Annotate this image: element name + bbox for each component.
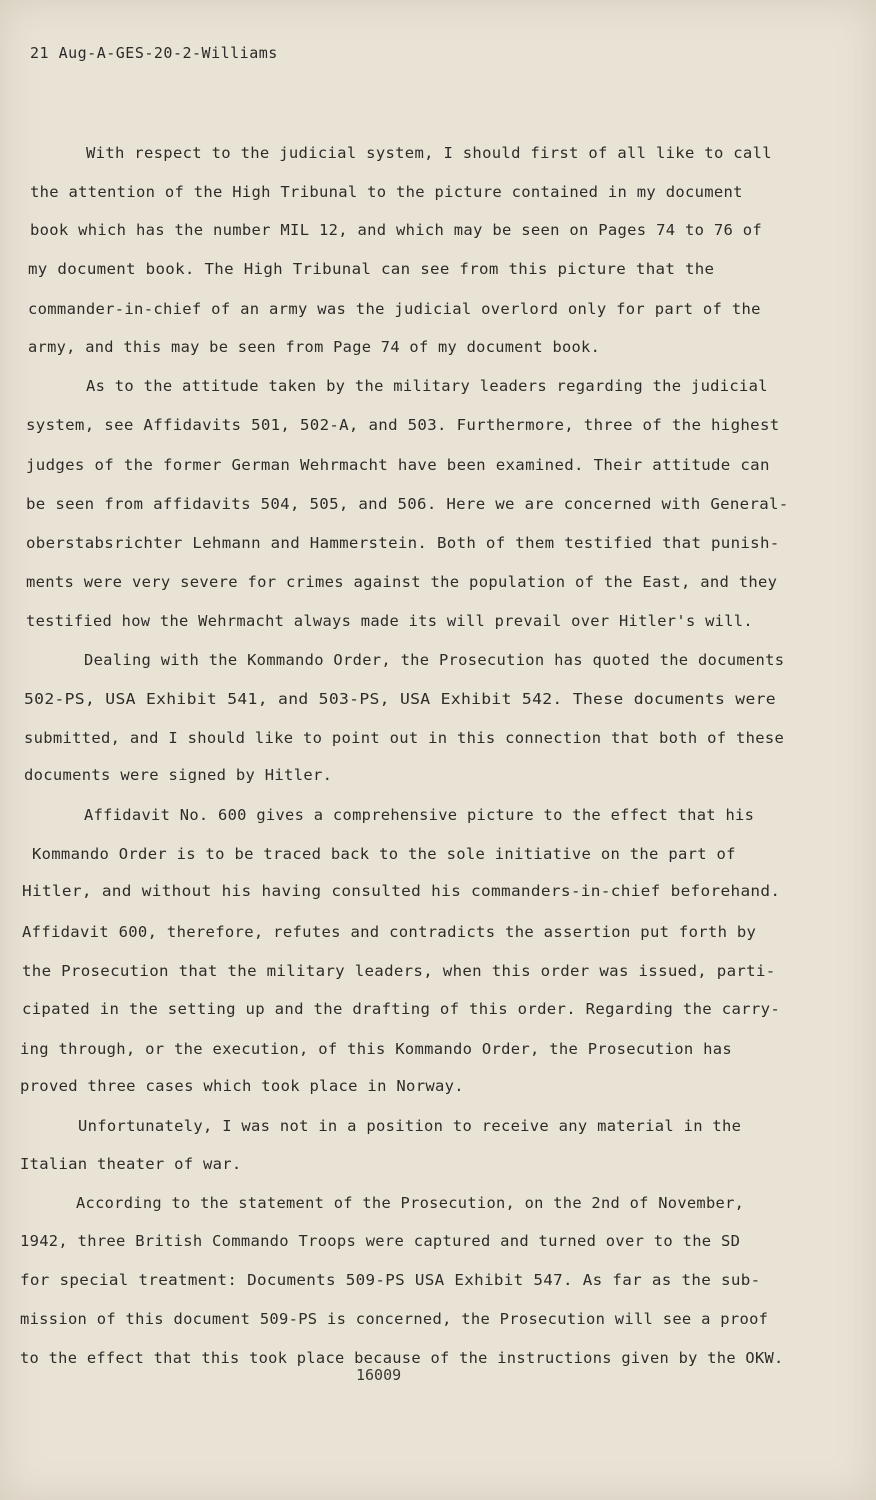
text-line: be seen from affidavits 504, 505, and 506. Here we are concerned with General- — [26, 495, 789, 513]
text-line: 502-PS, USA Exhibit 541, and 503-PS, USA Exhibit 542. These documents were — [24, 690, 776, 708]
text-line: to the effect that this took place because of the instructions given by the OKW. — [20, 1349, 784, 1367]
text-line: for special treatment: Documents 509-PS USA Exhibit 547. As far as the sub- — [20, 1271, 761, 1289]
text-line: With respect to the judicial system, I should first of all like to call — [86, 144, 772, 162]
text-line: my document book. The High Tribunal can see from this picture that the — [28, 260, 715, 278]
text-line: system, see Affidavits 501, 502-A, and 503. Furthermore, three of the highest — [26, 416, 780, 434]
text-line: testified how the Wehrmacht always made its will prevail over Hitler's will. — [26, 612, 753, 630]
text-line: Hitler, and without his having consulted his commanders-in-chief beforehand. — [22, 882, 781, 900]
text-line: the Prosecution that the military leaders, when this order was issued, parti- — [22, 962, 776, 980]
text-line: army, and this may be seen from Page 74 of my document book. — [28, 338, 601, 356]
text-line: submitted, and I should like to point out in this connection that both of these — [24, 729, 785, 747]
text-line: 1942, three British Commando Troops were captured and turned over to the SD — [20, 1232, 741, 1250]
page-number: 16009 — [356, 1366, 402, 1384]
text-line: As to the attitude taken by the military leaders regarding the judicial — [86, 377, 768, 395]
text-line: commander-in-chief of an army was the judicial overlord only for part of the — [28, 300, 761, 318]
text-line: Affidavit 600, therefore, refutes and contradicts the assertion put forth by — [22, 923, 757, 941]
text-line: According to the statement of the Prosecution, on the 2nd of November, — [76, 1194, 745, 1212]
text-line: judges of the former German Wehrmacht have been examined. Their attitude can — [26, 456, 770, 474]
text-line: ing through, or the execution, of this Kommando Order, the Prosecution has — [20, 1040, 733, 1058]
text-line: Dealing with the Kommando Order, the Prosecution has quoted the documents — [84, 651, 785, 669]
text-line: book which has the number MIL 12, and which may be seen on Pages 74 to 76 of — [30, 221, 763, 239]
text-line: mission of this document 509-PS is concerned, the Prosecution will see a proof — [20, 1310, 769, 1328]
text-line: Unfortunately, I was not in a position to receive any material in the — [78, 1117, 742, 1135]
text-line: proved three cases which took place in Norway. — [20, 1077, 464, 1095]
document-header: 21 Aug-A-GES-20-2-Williams — [30, 44, 278, 62]
text-line: the attention of the High Tribunal to the picture contained in my document — [30, 183, 743, 201]
text-line: Kommando Order is to be traced back to the sole initiative on the part of — [32, 845, 736, 863]
text-line: cipated in the setting up and the drafting of this order. Regarding the carry- — [22, 1000, 781, 1018]
text-line: Italian theater of war. — [20, 1155, 242, 1173]
text-line: Affidavit No. 600 gives a comprehensive picture to the effect that his — [84, 806, 755, 824]
text-line: documents were signed by Hitler. — [24, 766, 333, 784]
text-line: oberstabsrichter Lehmann and Hammerstein. Both of them testified that punish- — [26, 534, 780, 552]
text-line: ments were very severe for crimes against the population of the East, and they — [26, 573, 778, 591]
